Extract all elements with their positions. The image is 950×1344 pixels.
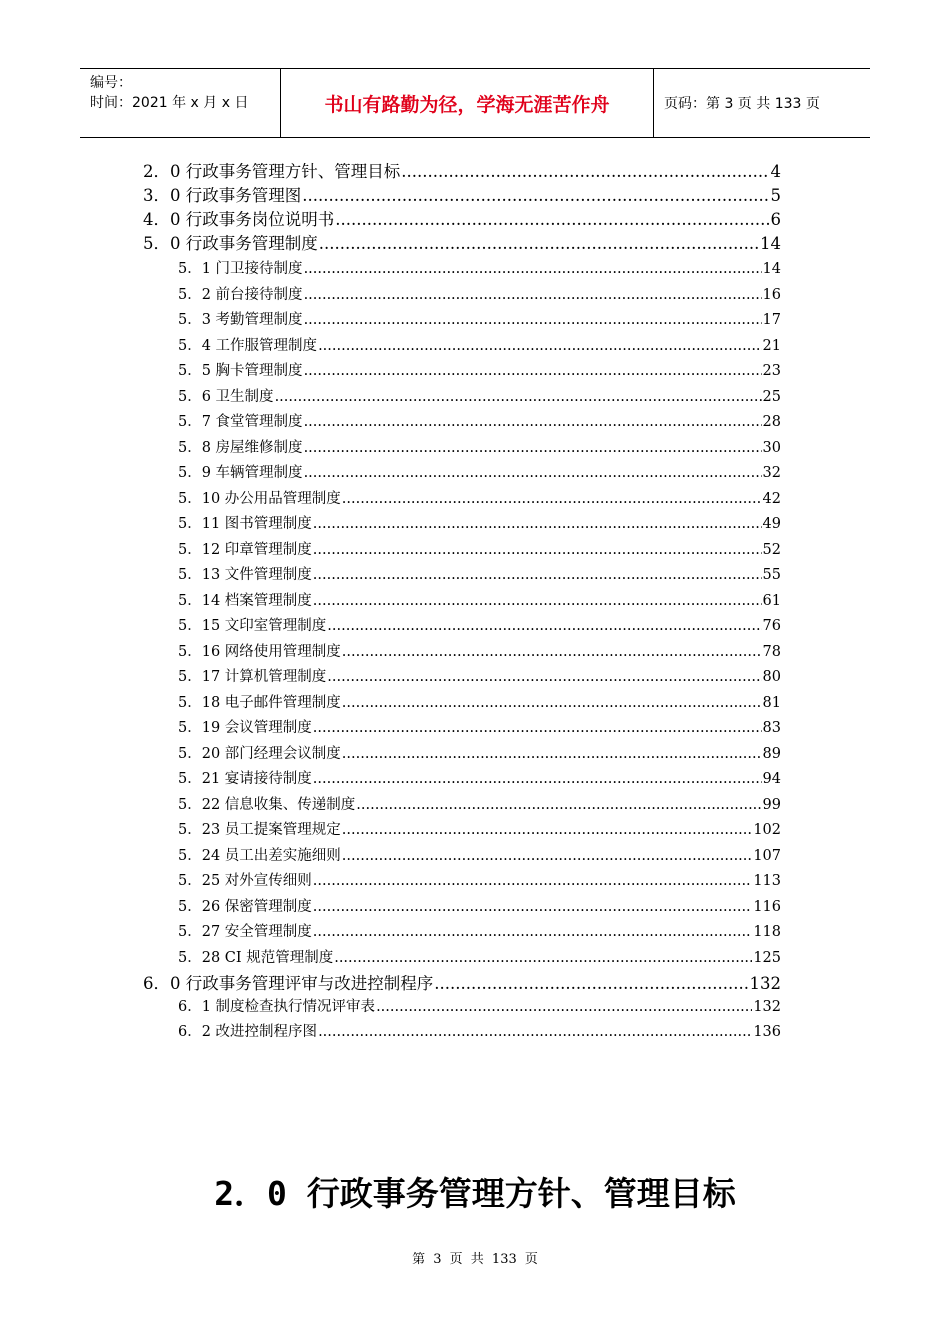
toc-entry-title: 5．14 档案管理制度	[178, 592, 312, 609]
toc-entry[interactable]	[178, 691, 781, 713]
toc-leader-dots	[313, 593, 762, 609]
toc-leader-dots	[313, 771, 762, 787]
toc-entry-page: 132	[749, 974, 781, 993]
toc-entry[interactable]	[178, 716, 781, 738]
toc-leader-dots	[376, 999, 752, 1015]
toc-entry-page: 107	[753, 847, 781, 864]
toc-entry-page: 14	[762, 261, 781, 277]
toc-entry-title: 5．9 车辆管理制度	[178, 465, 303, 481]
toc-entry[interactable]	[178, 640, 781, 662]
toc-entry-page: 61	[762, 592, 781, 609]
toc-leader-dots	[318, 1024, 752, 1040]
toc-entry-title: 5．6 卫生制度	[178, 388, 274, 405]
toc-entry-title: 5．7 食堂管理制度	[178, 414, 303, 430]
toc-entry-title: 4．0 行政事务岗位说明书	[143, 210, 335, 229]
time-label: 时间：2021 年 x 月 x 日	[90, 95, 249, 111]
toc-leader-dots	[304, 261, 762, 277]
toc-entry-page: 28	[762, 414, 781, 430]
toc-entry[interactable]	[143, 230, 781, 254]
toc-entry-page: 118	[753, 924, 781, 940]
toc-leader-dots	[313, 516, 762, 532]
toc-leader-dots	[342, 822, 753, 838]
toc-entry-page: 42	[762, 490, 781, 507]
toc-entry[interactable]	[178, 512, 781, 534]
toc-leader-dots	[304, 465, 762, 481]
toc-entry-page: 81	[762, 694, 781, 711]
header-meta	[80, 69, 281, 137]
toc-entry[interactable]	[178, 538, 781, 560]
toc-entry-title: 5．11 图书管理制度	[178, 516, 312, 532]
toc-leader-dots	[313, 720, 762, 736]
toc-entry[interactable]	[178, 614, 781, 636]
header-motto: 书山有路勤为径，学海无涯苦作舟	[324, 93, 610, 116]
toc-entry-title: 5．10 办公用品管理制度	[178, 490, 341, 507]
toc-entry-title: 5．16 网络使用管理制度	[178, 643, 341, 660]
toc-entry-title: 5．4 工作服管理制度	[178, 337, 318, 354]
toc-entry[interactable]	[178, 359, 781, 381]
toc-leader-dots	[342, 491, 762, 507]
toc-leader-dots	[304, 312, 762, 328]
toc-entry[interactable]	[178, 334, 781, 356]
toc-entry[interactable]	[143, 182, 781, 206]
toc-entry-page: 4	[770, 162, 781, 181]
toc-entry[interactable]	[143, 206, 781, 230]
toc-entry[interactable]	[178, 665, 781, 687]
toc-entry[interactable]	[178, 385, 781, 407]
toc-entry[interactable]	[178, 946, 781, 968]
toc-entry[interactable]	[178, 461, 781, 483]
toc-leader-dots	[313, 899, 753, 915]
toc-entry-page: 5	[770, 186, 781, 205]
toc-entry-title: 5．12 印章管理制度	[178, 541, 312, 558]
toc-entry[interactable]	[143, 970, 781, 994]
toc-entry-title: 5．8 房屋维修制度	[178, 439, 303, 456]
toc-entry[interactable]	[178, 869, 781, 891]
toc-entry-page: 113	[753, 873, 781, 889]
toc-entry-title: 6．2 改进控制程序图	[178, 1024, 318, 1040]
toc-leader-dots	[342, 695, 762, 711]
toc-leader-dots	[318, 338, 761, 354]
page-footer: 第 3 页 共 133 页	[412, 1252, 538, 1267]
toc-entry-title: 5．25 对外宣传细则	[178, 873, 312, 889]
toc-entry-page: 89	[762, 745, 781, 762]
toc-entry-title: 5．17 计算机管理制度	[178, 669, 327, 685]
toc-entry[interactable]	[178, 844, 781, 866]
toc-entry[interactable]	[178, 487, 781, 509]
toc-entry-page: 102	[753, 822, 781, 838]
toc-leader-dots	[335, 210, 769, 229]
toc-entry-title: 5．5 胸卡管理制度	[178, 363, 303, 379]
toc-entry-page: 80	[762, 669, 781, 685]
toc-leader-dots	[302, 186, 769, 205]
toc-entry-title: 6．1 制度检查执行情况评审表	[178, 999, 376, 1015]
toc-entry-title: 2．0 行政事务管理方针、管理目标	[143, 162, 401, 181]
page-header	[80, 68, 870, 138]
toc-leader-dots	[304, 287, 762, 303]
toc-entry-title: 5．22 信息收集、传递制度	[178, 796, 356, 813]
toc-entry[interactable]	[178, 742, 781, 764]
toc-entry-title: 5．15 文印室管理制度	[178, 618, 327, 634]
toc-leader-dots	[304, 440, 762, 456]
toc-entry-title: 5．0 行政事务管理制度	[143, 234, 318, 253]
toc-entry-title: 5．1 门卫接待制度	[178, 261, 303, 277]
toc-leader-dots	[327, 618, 761, 634]
toc-entry-page: 30	[762, 439, 781, 456]
toc-leader-dots	[313, 924, 753, 940]
toc-entry-page: 32	[762, 465, 781, 481]
toc-entry[interactable]	[178, 563, 781, 585]
toc-entry[interactable]	[178, 767, 781, 789]
toc-leader-dots	[342, 644, 762, 660]
header-page-info: 页码：第 3 页 共 133 页	[664, 96, 820, 112]
toc-entry-page: 83	[762, 720, 781, 736]
toc-entry-page: 136	[753, 1024, 781, 1040]
toc-leader-dots	[313, 567, 762, 583]
toc-entry-title: 5．13 文件管理制度	[178, 567, 312, 583]
toc-leader-dots	[334, 950, 752, 966]
toc-entry-page: 125	[753, 949, 781, 966]
toc-entry[interactable]	[178, 283, 781, 305]
toc-leader-dots	[356, 797, 761, 813]
toc-entry[interactable]	[178, 793, 781, 815]
toc-entry[interactable]	[178, 995, 781, 1017]
toc-leader-dots	[401, 162, 769, 181]
toc-entry-title: 6．0 行政事务管理评审与改进控制程序	[143, 974, 434, 993]
toc-leader-dots	[313, 542, 762, 558]
toc-leader-dots	[304, 414, 762, 430]
toc-entry[interactable]	[143, 158, 781, 182]
toc-entry[interactable]	[178, 589, 781, 611]
toc-entry[interactable]	[178, 818, 781, 840]
toc-entry-page: 76	[762, 618, 781, 634]
toc-entry[interactable]	[178, 895, 781, 917]
toc-leader-dots	[342, 746, 762, 762]
toc-entry-page: 99	[762, 796, 781, 813]
toc-entry-page: 14	[760, 234, 781, 253]
toc-entry-title: 5．26 保密管理制度	[178, 898, 312, 915]
toc-entry-title: 5．23 员工提案管理规定	[178, 822, 341, 838]
toc-entry-page: 21	[762, 337, 781, 354]
toc-entry-title: 5．18 电子邮件管理制度	[178, 694, 341, 711]
toc-entry-page: 94	[762, 771, 781, 787]
toc-entry-page: 23	[762, 363, 781, 379]
toc-leader-dots	[434, 974, 748, 993]
toc-entry-page: 49	[762, 516, 781, 532]
toc-entry-title: 5．20 部门经理会议制度	[178, 745, 341, 762]
toc-entry-page: 78	[762, 643, 781, 660]
toc-entry-title: 5．28 CI 规范管理制度	[178, 949, 334, 966]
toc-leader-dots	[319, 234, 759, 253]
toc-entry[interactable]	[178, 1020, 781, 1042]
toc-leader-dots	[275, 389, 762, 405]
toc-entry-page: 25	[762, 388, 781, 405]
toc-entry-page: 16	[762, 286, 781, 303]
toc-entry[interactable]	[178, 257, 781, 279]
toc-entry[interactable]	[178, 436, 781, 458]
toc-leader-dots	[304, 363, 762, 379]
toc-entry-title: 5．3 考勤管理制度	[178, 312, 303, 328]
toc-entry-title: 5．21 宴请接待制度	[178, 771, 312, 787]
toc-entry[interactable]	[178, 308, 781, 330]
toc-leader-dots	[342, 848, 753, 864]
toc-entry-title: 5．19 会议管理制度	[178, 720, 312, 736]
toc-leader-dots	[313, 873, 753, 889]
toc-entry[interactable]	[178, 920, 781, 942]
toc-entry-page: 55	[762, 567, 781, 583]
toc-leader-dots	[327, 669, 761, 685]
toc-entry-title: 3．0 行政事务管理图	[143, 186, 302, 205]
toc-entry-page: 17	[762, 312, 781, 328]
toc-entry[interactable]	[178, 410, 781, 432]
header-motto-cell	[281, 69, 654, 137]
toc-entry-page: 6	[770, 210, 781, 229]
section-heading: 2．0 行政事务管理方针、管理目标	[214, 1174, 736, 1213]
toc-entry-title: 5．2 前台接待制度	[178, 286, 303, 303]
toc-entry-title: 5．27 安全管理制度	[178, 924, 312, 940]
toc-entry-page: 52	[762, 541, 781, 558]
toc-entry-title: 5．24 员工出差实施细则	[178, 847, 341, 864]
toc-entry-page: 132	[753, 999, 781, 1015]
toc-entry-page: 116	[753, 898, 781, 915]
number-label: 编号：	[90, 75, 132, 91]
